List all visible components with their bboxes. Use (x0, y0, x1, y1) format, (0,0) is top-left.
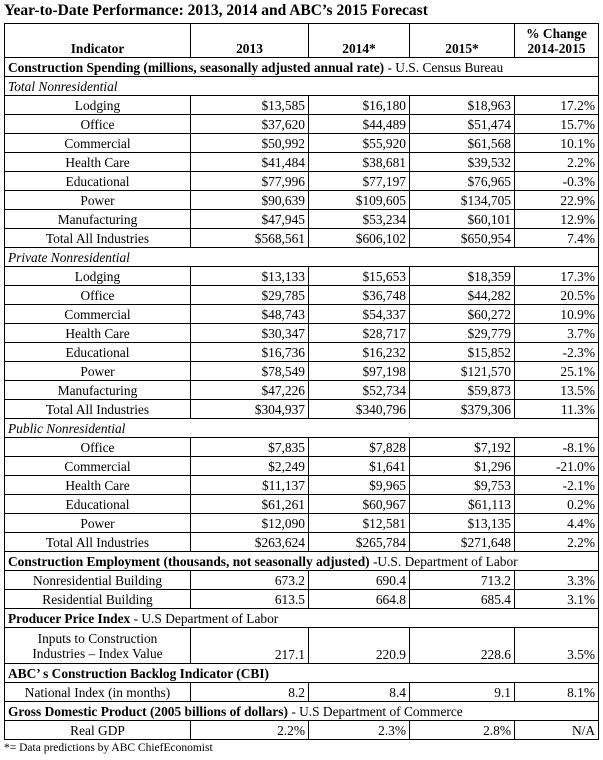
indicator-name: Office (5, 286, 191, 305)
indicator-name: Manufacturing (5, 210, 191, 229)
section-title-bold: Construction Spending (millions, seasonally adjusted annual rate) (8, 59, 385, 75)
header-pct-line1: % Change (526, 26, 587, 41)
pct-change: 3.5% (515, 628, 599, 664)
indicator-name: Lodging (5, 96, 191, 115)
value-2014: $606,102 (309, 229, 410, 248)
section-title (5, 58, 599, 77)
indicator-name: Residential Building (5, 590, 191, 609)
indicator-name: Commercial (5, 305, 191, 324)
pct-change: -2.3% (515, 343, 599, 362)
table-row (5, 571, 599, 590)
indicator-name: Total All Industries (5, 400, 191, 419)
section-title-bold: Gross Domestic Product (2005 billions of dollars) (8, 703, 288, 719)
value-2013: 8.2 (191, 683, 309, 702)
table-row (5, 96, 599, 115)
value-2013: $61,261 (191, 495, 309, 514)
indicator-name: Educational (5, 343, 191, 362)
value-2013: $77,996 (191, 172, 309, 191)
indicator-name: Commercial (5, 457, 191, 476)
indicator-name (5, 628, 191, 664)
subsection-title: Public Nonresidential (5, 419, 599, 438)
subsection-header (5, 248, 599, 267)
section-title (5, 552, 599, 571)
value-2015: $271,648 (410, 533, 515, 552)
table-row (5, 400, 599, 419)
value-2013: $30,347 (191, 324, 309, 343)
value-2013: $78,549 (191, 362, 309, 381)
indicator-name-line2: Industries – Index Value (32, 645, 163, 661)
value-2014: $15,653 (309, 267, 410, 286)
header-2014: 2014* (309, 24, 410, 58)
table-row (5, 305, 599, 324)
value-2013: $41,484 (191, 153, 309, 172)
header-2013: 2013 (191, 24, 309, 58)
table-row (5, 590, 599, 609)
pct-change: 3.3% (515, 571, 599, 590)
indicator-name: Health Care (5, 324, 191, 343)
pct-change: 3.7% (515, 324, 599, 343)
section-title (5, 702, 599, 721)
header-pct-change (515, 24, 599, 58)
value-2013: $48,743 (191, 305, 309, 324)
value-2015: $121,570 (410, 362, 515, 381)
value-2013: $12,090 (191, 514, 309, 533)
indicator-name: Educational (5, 172, 191, 191)
value-2013: $29,785 (191, 286, 309, 305)
value-2014: $340,796 (309, 400, 410, 419)
indicator-name: Health Care (5, 153, 191, 172)
pct-change: 15.7% (515, 115, 599, 134)
indicator-name: Lodging (5, 267, 191, 286)
value-2014: 8.4 (309, 683, 410, 702)
pct-change: -21.0% (515, 457, 599, 476)
indicator-name: Power (5, 514, 191, 533)
value-2015: $18,963 (410, 96, 515, 115)
pct-change: 22.9% (515, 191, 599, 210)
table-row (5, 381, 599, 400)
indicator-name: Nonresidential Building (5, 571, 191, 590)
value-2014: $97,198 (309, 362, 410, 381)
value-2015: $13,135 (410, 514, 515, 533)
value-2013: $304,937 (191, 400, 309, 419)
table-row (5, 153, 599, 172)
table-row (5, 362, 599, 381)
indicator-name: Office (5, 115, 191, 134)
indicator-name: Commercial (5, 134, 191, 153)
table-row (5, 172, 599, 191)
value-2014: $9,965 (309, 476, 410, 495)
table-row (5, 533, 599, 552)
pct-change: 2.2% (515, 533, 599, 552)
value-2014: $16,232 (309, 343, 410, 362)
value-2013: 2.2% (191, 721, 309, 740)
indicator-name: Power (5, 362, 191, 381)
table-row (5, 267, 599, 286)
pct-change: 3.1% (515, 590, 599, 609)
table-row (5, 134, 599, 153)
value-2015: 685.4 (410, 590, 515, 609)
value-2013: 613.5 (191, 590, 309, 609)
value-2013: $13,133 (191, 267, 309, 286)
value-2013: $568,561 (191, 229, 309, 248)
value-2014: $7,828 (309, 438, 410, 457)
indicator-name: National Index (in months) (5, 683, 191, 702)
value-2013: 217.1 (191, 628, 309, 664)
value-2014: $52,734 (309, 381, 410, 400)
table-row (5, 229, 599, 248)
value-2014: $109,605 (309, 191, 410, 210)
value-2015: $9,753 (410, 476, 515, 495)
table-row (5, 721, 599, 740)
value-2015: $650,954 (410, 229, 515, 248)
value-2014: $1,641 (309, 457, 410, 476)
header-2015: 2015* (410, 24, 515, 58)
value-2013: $11,137 (191, 476, 309, 495)
indicator-name: Total All Industries (5, 229, 191, 248)
value-2013: 673.2 (191, 571, 309, 590)
value-2015: $134,705 (410, 191, 515, 210)
value-2014: $16,180 (309, 96, 410, 115)
value-2015: $15,852 (410, 343, 515, 362)
table-row (5, 210, 599, 229)
table-row (5, 683, 599, 702)
pct-change: 25.1% (515, 362, 599, 381)
pct-change: 4.4% (515, 514, 599, 533)
value-2014: $36,748 (309, 286, 410, 305)
value-2014: 220.9 (309, 628, 410, 664)
subsection-header (5, 419, 599, 438)
value-2014: $38,681 (309, 153, 410, 172)
value-2015: $61,113 (410, 495, 515, 514)
value-2015: $60,101 (410, 210, 515, 229)
table-row (5, 324, 599, 343)
pct-change: -2.1% (515, 476, 599, 495)
value-2014: 690.4 (309, 571, 410, 590)
value-2013: $7,835 (191, 438, 309, 457)
pct-change: 2.2% (515, 153, 599, 172)
indicator-name-line1: Inputs to Construction (37, 630, 158, 646)
table-row (5, 343, 599, 362)
subsection-title: Private Nonresidential (5, 248, 599, 267)
subsection-header (5, 77, 599, 96)
indicator-name: Total All Industries (5, 533, 191, 552)
table-row (5, 476, 599, 495)
pct-change: -8.1% (515, 438, 599, 457)
value-2015: $44,282 (410, 286, 515, 305)
value-2013: $37,620 (191, 115, 309, 134)
subsection-title: Total Nonresidential (5, 77, 599, 96)
pct-change: 10.9% (515, 305, 599, 324)
value-2015: $18,359 (410, 267, 515, 286)
value-2014: $53,234 (309, 210, 410, 229)
table-row (5, 514, 599, 533)
section-header-ppi (5, 609, 599, 628)
value-2015: $379,306 (410, 400, 515, 419)
value-2014: $54,337 (309, 305, 410, 324)
table-row (5, 438, 599, 457)
value-2014: $60,967 (309, 495, 410, 514)
value-2014: $77,197 (309, 172, 410, 191)
value-2015: 2.8% (410, 721, 515, 740)
pct-change: 20.5% (515, 286, 599, 305)
table-row (5, 457, 599, 476)
value-2015: $7,192 (410, 438, 515, 457)
indicator-name: Health Care (5, 476, 191, 495)
table-row (5, 628, 599, 664)
table-row (5, 495, 599, 514)
pct-change: 17.2% (515, 96, 599, 115)
value-2015: $59,873 (410, 381, 515, 400)
value-2013: $47,226 (191, 381, 309, 400)
value-2015: $1,296 (410, 457, 515, 476)
value-2015: 713.2 (410, 571, 515, 590)
value-2013: $16,736 (191, 343, 309, 362)
value-2015: $61,568 (410, 134, 515, 153)
indicator-name: Power (5, 191, 191, 210)
pct-change: 7.4% (515, 229, 599, 248)
section-title (5, 664, 599, 683)
section-title-bold: Construction Employment (thousands, not seasonally adjusted) (8, 553, 370, 569)
value-2013: $50,992 (191, 134, 309, 153)
value-2015: $39,532 (410, 153, 515, 172)
pct-change: 17.3% (515, 267, 599, 286)
section-header-employment (5, 552, 599, 571)
section-title-source: -U.S. Department of Labor (369, 553, 518, 569)
section-header-cbi (5, 664, 599, 683)
value-2015: 9.1 (410, 683, 515, 702)
section-title-bold: Producer Price Index (8, 610, 131, 626)
value-2015: $76,965 (410, 172, 515, 191)
pct-change: 12.9% (515, 210, 599, 229)
indicator-name: Real GDP (5, 721, 191, 740)
pct-change: -0.3% (515, 172, 599, 191)
value-2014: $55,920 (309, 134, 410, 153)
pct-change: 0.2% (515, 495, 599, 514)
value-2013: $90,639 (191, 191, 309, 210)
value-2014: $44,489 (309, 115, 410, 134)
pct-change: N/A (515, 721, 599, 740)
section-title-bold: ABC’ s Construction Backlog Indicator (CBI) (8, 665, 270, 681)
header-pct-line2: 2014-2015 (527, 41, 586, 56)
value-2015: $51,474 (410, 115, 515, 134)
page-title: Year-to-Date Performance: 2013, 2014 and ABC’s 2015 Forecast (4, 2, 428, 19)
table-row (5, 115, 599, 134)
value-2013: $47,945 (191, 210, 309, 229)
section-title-source: - U.S Department of Labor (130, 610, 279, 626)
section-header-construction_spending (5, 58, 599, 77)
table-row (5, 191, 599, 210)
table-body (5, 24, 599, 740)
header-row (5, 24, 599, 58)
indicator-name: Educational (5, 495, 191, 514)
value-2015: $29,779 (410, 324, 515, 343)
performance-table (4, 23, 599, 740)
section-title-source: - U.S. Census Bureau (384, 59, 504, 75)
pct-change: 8.1% (515, 683, 599, 702)
footnote: *= Data predictions by ABC ChiefEconomist (4, 742, 213, 754)
table-row (5, 286, 599, 305)
value-2015: $60,272 (410, 305, 515, 324)
indicator-name: Manufacturing (5, 381, 191, 400)
pct-change: 11.3% (515, 400, 599, 419)
header-indicator: Indicator (5, 24, 191, 58)
section-title (5, 609, 599, 628)
pct-change: 13.5% (515, 381, 599, 400)
value-2013: $263,624 (191, 533, 309, 552)
value-2014: $265,784 (309, 533, 410, 552)
value-2014: $12,581 (309, 514, 410, 533)
value-2014: $28,717 (309, 324, 410, 343)
value-2013: $2,249 (191, 457, 309, 476)
indicator-name: Office (5, 438, 191, 457)
pct-change: 10.1% (515, 134, 599, 153)
value-2015: 228.6 (410, 628, 515, 664)
section-title-source: - U.S Department of Commerce (287, 703, 463, 719)
value-2013: $13,585 (191, 96, 309, 115)
section-header-gdp (5, 702, 599, 721)
value-2014: 2.3% (309, 721, 410, 740)
value-2014: 664.8 (309, 590, 410, 609)
